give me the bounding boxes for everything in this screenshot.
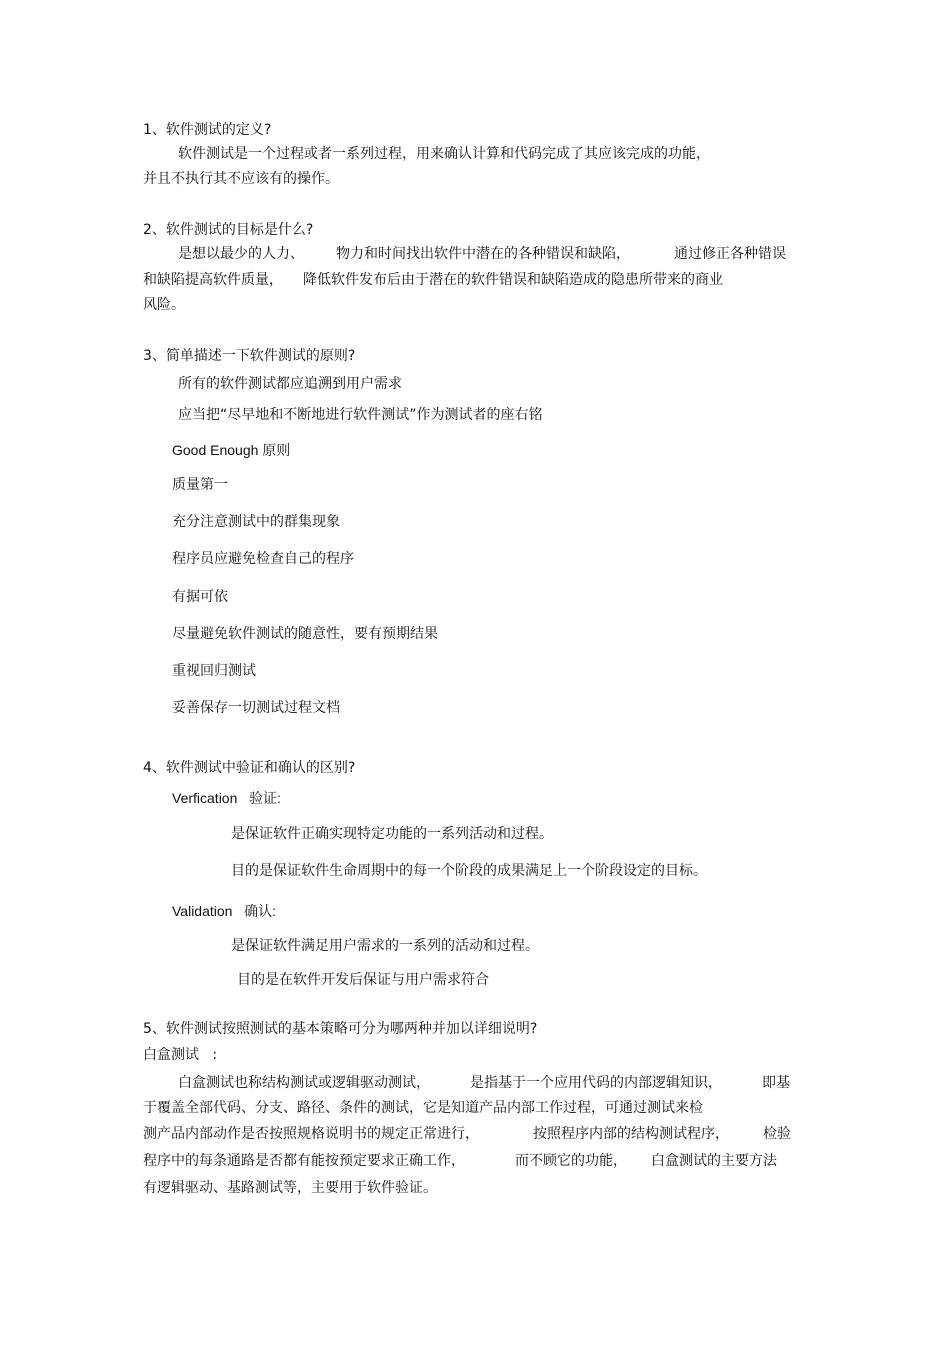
- text-run: 和缺陷提高软件质量，: [143, 272, 283, 288]
- section-3-heading: 3、简单描述一下软件测试的原则?: [143, 348, 356, 364]
- principle-item: 应当把“尽早地和不断地进行软件测试”作为测试者的座右铭: [178, 407, 543, 423]
- text-run: 物力和时间找出软件中潜在的各种错误和缺陷，: [336, 246, 630, 262]
- validation-label: Validation 确认:: [172, 903, 277, 919]
- principle-item: Good Enough 原则: [172, 442, 291, 458]
- principle-item: 有据可依: [172, 589, 228, 605]
- section-1-heading: 1、软件测试的定义?: [143, 122, 272, 138]
- section-5-paragraph-line: 于覆盖全部代码、分支、路径、条件的测试，它是知道产品内部工作过程，可通过测试来检: [143, 1100, 703, 1116]
- verification-label: Verfication 验证:: [172, 790, 281, 806]
- section-5-paragraph-line: [143, 1152, 777, 1170]
- principle-item: 重视回归测试: [172, 663, 256, 679]
- text-run: 是想以最少的人力、: [178, 246, 304, 262]
- principle-item: 充分注意测试中的群集现象: [172, 514, 340, 530]
- validation-line: 目的是在软件开发后保证与用户需求符合: [237, 972, 489, 988]
- section-5-paragraph-line: [143, 1125, 791, 1143]
- section-2-paragraph-line: [178, 245, 786, 263]
- section-5-paragraph-line: [178, 1074, 790, 1092]
- section-2-paragraph-line: [143, 271, 723, 289]
- principle-item: 所有的软件测试都应追溯到用户需求: [178, 376, 402, 392]
- verification-line: 目的是保证软件生命周期中的每一个阶段的成果满足上一个阶段设定的目标。: [231, 863, 707, 879]
- verification-line: 是保证软件正确实现特定功能的一系列活动和过程。: [231, 826, 553, 842]
- text-run: 白盒测试也称结构测试或逻辑驱动测试，: [178, 1075, 430, 1091]
- section-1-paragraph-line: 并且不执行其不应该有的操作。: [143, 171, 339, 187]
- text-run: 程序中的每条通路是否都有能按预定要求正确工作，: [143, 1153, 465, 1169]
- section-5-paragraph-line: 有逻辑驱动、基路测试等，主要用于软件验证。: [143, 1180, 437, 1196]
- white-box-subheading: 白盒测试 :: [143, 1047, 218, 1063]
- text-run: 检验: [763, 1126, 791, 1142]
- principle-item: 程序员应避免检查自己的程序: [172, 551, 354, 567]
- section-2-paragraph-line: 风险。: [143, 297, 185, 313]
- text-run: 即基: [762, 1075, 790, 1091]
- validation-line: 是保证软件满足用户需求的一系列的活动和过程。: [231, 938, 539, 954]
- text-run: 通过修正各种错误: [674, 246, 786, 262]
- principle-item: 尽量避免软件测试的随意性，要有预期结果: [172, 626, 438, 642]
- text-run: 按照程序内部的结构测试程序，: [533, 1126, 729, 1142]
- section-5-heading: 5、软件测试按照测试的基本策略可分为哪两种并加以详细说明?: [143, 1021, 538, 1037]
- text-run: 而不顾它的功能，: [515, 1153, 627, 1169]
- text-run: 白盒测试的主要方法: [651, 1153, 777, 1169]
- text-run: 是指基于一个应用代码的内部逻辑知识，: [470, 1075, 722, 1091]
- section-1-paragraph-line: 软件测试是一个过程或者一系列过程，用来确认计算和代码完成了其应该完成的功能，: [178, 146, 710, 162]
- principle-item: 质量第一: [172, 477, 228, 493]
- text-run: 降低软件发布后由于潜在的软件错误和缺陷造成的隐患所带来的商业: [303, 272, 723, 288]
- section-2-heading: 2、软件测试的目标是什么?: [143, 222, 314, 238]
- text-run: 测产品内部动作是否按照规格说明书的规定正常进行，: [143, 1126, 479, 1142]
- principle-item: 妥善保存一切测试过程文档: [172, 700, 340, 716]
- section-4-heading: 4、软件测试中验证和确认的区别?: [143, 760, 356, 776]
